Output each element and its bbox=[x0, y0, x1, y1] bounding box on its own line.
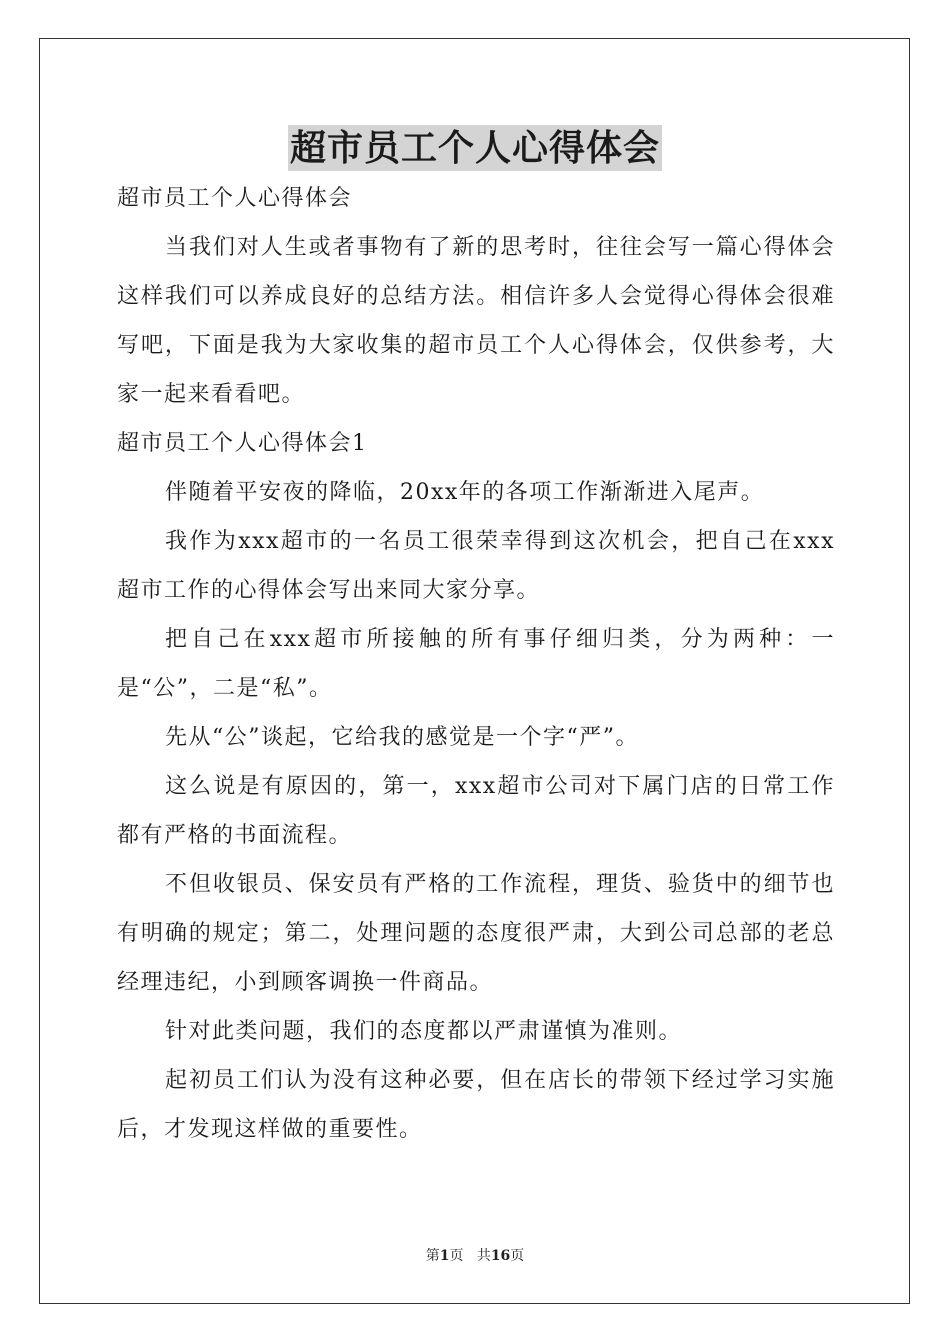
paragraph: 起初员工们认为没有这种必要，但在店长的带领下经过学习实施后，才发现这样做的重要性。 bbox=[117, 1068, 835, 1142]
paragraph-subtitle: 超市员工个人心得体会 bbox=[117, 186, 353, 211]
document-body bbox=[117, 174, 835, 1154]
page-prefix: 第 bbox=[425, 1248, 440, 1264]
page-footer bbox=[0, 1246, 950, 1266]
paragraph: 这么说是有原因的，第一，xxx超市公司对下属门店的日常工作都有严格的书面流程。 bbox=[117, 774, 835, 848]
page-suffix: 页 bbox=[449, 1248, 464, 1264]
paragraph: 针对此类问题，我们的态度都以严肃谨慎为准则。 bbox=[165, 1019, 683, 1044]
document-title bbox=[0, 124, 950, 174]
paragraph: 我作为xxx超市的一名员工很荣幸得到这次机会，把自己在xxx超市工作的心得体会写出来同大家分享。 bbox=[117, 529, 835, 603]
paragraph: 把自己在xxx超市所接触的所有事仔细归类，分为两种：一是“公”，二是“私”。 bbox=[117, 627, 835, 701]
page-number: 1 bbox=[439, 1248, 450, 1264]
total-suffix: 页 bbox=[510, 1248, 525, 1264]
document-title-text: 超市员工个人心得体会 bbox=[289, 127, 660, 169]
paragraph: 伴随着平安夜的降临，20xx年的各项工作渐渐进入尾声。 bbox=[165, 480, 765, 505]
paragraph-section-heading: 超市员工个人心得体会1 bbox=[117, 431, 368, 456]
paragraph: 不但收银员、保安员有严格的工作流程，理货、验货中的细节也有明确的规定；第二，处理问题的态度很严肃，大到公司总部的老总经理违纪，小到顾客调换一件商品。 bbox=[117, 872, 835, 995]
paragraph-intro: 当我们对人生或者事物有了新的思考时，往往会写一篇心得体会这样我们可以养成良好的总结方法。相信许多人会觉得心得体会很难写吧，下面是我为大家收集的超市员工个人心得体会，仅供参考，大家一起来看看吧。 bbox=[117, 235, 835, 407]
paragraph: 先从“公”谈起，它给我的感觉是一个字“严”。 bbox=[165, 725, 639, 750]
total-prefix: 共 bbox=[476, 1248, 491, 1264]
total-pages: 16 bbox=[490, 1248, 511, 1264]
